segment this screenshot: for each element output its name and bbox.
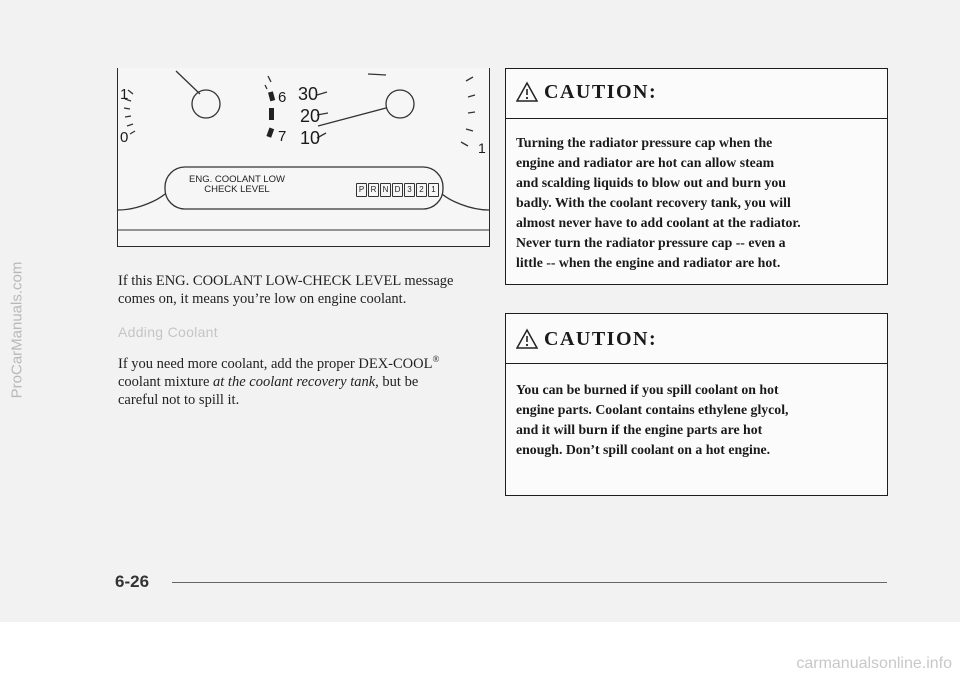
paragraph-line-2: comes on, it means you’re low on engine coolant. (118, 291, 407, 307)
tach-label-6: 6 (278, 89, 287, 106)
caution-line: Never turn the radiator pressure cap -- even a (516, 235, 786, 250)
adding-line-1: If you need more coolant, add the proper DEX-COOL (118, 355, 433, 372)
page-number: 6-26 (115, 572, 150, 591)
recovery-tank-emphasis: at the coolant recovery tank, (213, 373, 379, 390)
caution-line: almost never have to add coolant at the radiator. (516, 215, 801, 230)
speed-label-10: 10 (300, 128, 321, 148)
gear-d: D (392, 183, 403, 197)
paragraph-line-1: If this ENG. COOLANT LOW-CHECK LEVEL message (118, 273, 454, 289)
gauge-label-1: 1 (120, 86, 129, 103)
gauge-label-0: 0 (120, 129, 129, 146)
caution-line: and scalding liquids to blow out and burn you (516, 175, 786, 190)
caution-line: engine parts. Coolant contains ethylene glycol, (516, 402, 789, 417)
message-line-1: ENG. COOLANT LOW (189, 174, 285, 185)
tach-label-7: 7 (278, 128, 287, 145)
gauge-label-right-1: 1 (478, 140, 486, 156)
gear-2: 2 (416, 183, 427, 197)
footer-watermark: carmanualsonline.info (796, 655, 952, 672)
caution-line: You can be burned if you spill coolant on hot (516, 382, 779, 397)
caution-label: CAUTION: (544, 81, 658, 103)
adding-coolant-paragraph (118, 350, 439, 409)
caution-line: engine and radiator are hot can allow steam (516, 155, 775, 170)
section-heading: Adding Coolant (118, 324, 218, 340)
gear-1: 1 (428, 183, 439, 197)
caution-box-burn (505, 313, 888, 496)
caution-header (506, 314, 887, 364)
coolant-message-paragraph (118, 272, 453, 308)
side-watermark: ProCarManuals.com (8, 261, 26, 399)
speed-label-20: 20 (300, 106, 321, 126)
message-line-2: CHECK LEVEL (204, 184, 270, 195)
gear-indicator (356, 183, 439, 197)
gear-p: P (356, 183, 367, 197)
caution-line: little -- when the engine and radiator are hot. (516, 255, 781, 270)
caution-line: badly. With the coolant recovery tank, you will (516, 195, 791, 210)
gear-3: 3 (404, 183, 415, 197)
caution-line: Turning the radiator pressure cap when the (516, 135, 773, 150)
caution-text (506, 364, 887, 460)
warning-triangle-icon (516, 81, 538, 103)
caution-header (506, 69, 887, 119)
footer-rule (172, 582, 887, 583)
adding-line-3: careful not to spill it. (118, 391, 240, 408)
speed-label-30: 30 (298, 84, 319, 104)
instrument-cluster-illustration (117, 68, 490, 247)
adding-line-2-start: coolant mixture (118, 373, 214, 390)
registered-mark: ® (432, 354, 440, 364)
gear-r: R (368, 183, 379, 197)
coolant-warning-display (172, 175, 302, 195)
caution-line: and it will burn if the engine parts are hot (516, 422, 763, 437)
warning-triangle-icon (516, 328, 538, 350)
caution-label: CAUTION: (544, 328, 658, 350)
caution-text (506, 119, 887, 273)
caution-line: enough. Don’t spill coolant on a hot engine. (516, 442, 771, 457)
gear-n: N (380, 183, 391, 197)
adding-line-2-end: but be (378, 373, 419, 390)
caution-box-steam (505, 68, 888, 285)
